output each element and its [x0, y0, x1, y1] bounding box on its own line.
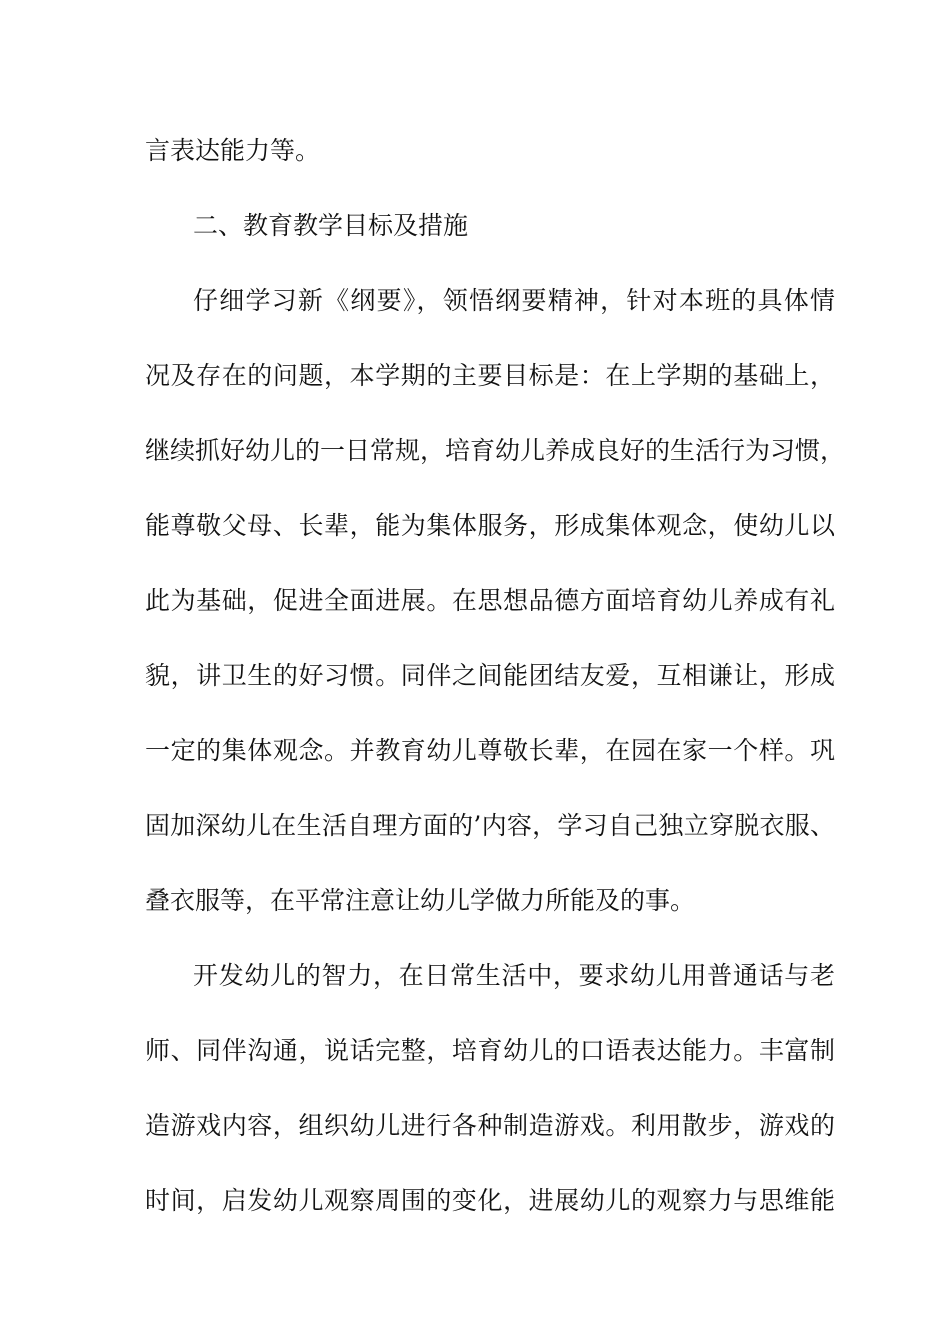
text-line: 造游戏内容，组织幼儿进行各种制造游戏。利用散步，游戏的 [145, 1111, 835, 1140]
text-line: 能尊敬父母、长辈，能为集体服务，形成集体观念，使幼儿以 [145, 511, 835, 540]
section-heading: 二、教育教学目标及措施 [193, 211, 469, 240]
text-line: 继续抓好幼儿的一日常规，培育幼儿养成良好的生活行为习惯， [145, 436, 846, 465]
text-line: 貌，讲卫生的好习惯。同伴之间能团结友爱，互相谦让，形成 [145, 661, 835, 690]
text-line: 开发幼儿的智力，在日常生活中，要求幼儿用普通话与老 [193, 961, 835, 990]
text-line: 师、同伴沟通，说话完整，培育幼儿的口语表达能力。丰富制 [145, 1036, 835, 1065]
text-line: 言表达能力等。 [145, 136, 321, 165]
text-line: 况及存在的问题，本学期的主要目标是：在上学期的基础上， [145, 361, 835, 390]
text-line: 一定的集体观念。并教育幼儿尊敬长辈，在园在家一个样。巩 [145, 736, 835, 765]
text-line: 仔细学习新《纲要》，领悟纲要精神，针对本班的具体情 [193, 286, 835, 315]
text-line: 固加深幼儿在生活自理方面的’内容，学习自己独立穿脱衣服、 [145, 811, 835, 840]
text-line: 时间，启发幼儿观察周围的变化，进展幼儿的观察力与思维能 [145, 1186, 835, 1215]
text-line: 叠衣服等，在平常注意让幼儿学做力所能及的事。 [145, 886, 696, 915]
text-line: 此为基础，促进全面进展。在思想品德方面培育幼儿养成有礼 [145, 586, 835, 615]
